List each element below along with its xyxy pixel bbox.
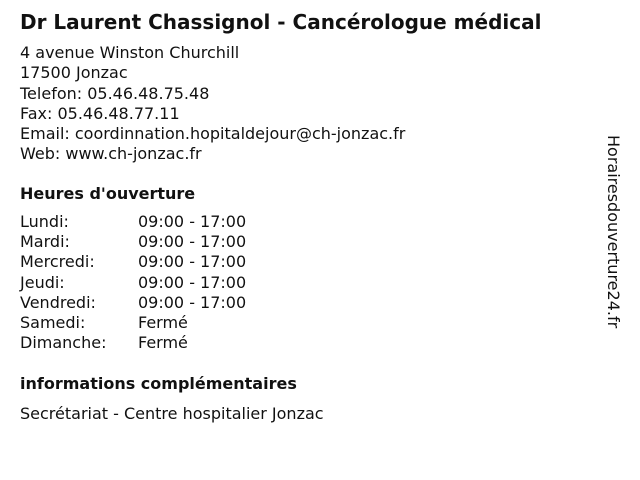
day-label: Mercredi: xyxy=(20,252,95,272)
day-label: Mardi: xyxy=(20,232,70,252)
fax-line: Fax: 05.46.48.77.11 xyxy=(20,103,180,123)
address-city: 17500 Jonzac xyxy=(20,63,128,83)
additional-info-text: Secrétariat - Centre hospitalier Jonzac xyxy=(20,404,324,423)
hours-value: 09:00 - 17:00 xyxy=(138,232,247,252)
hours-value: 09:00 - 17:00 xyxy=(138,292,247,312)
day-label: Lundi: xyxy=(20,212,69,231)
day-label: Vendredi: xyxy=(20,292,96,312)
additional-info-title: informations complémentaires xyxy=(20,374,297,393)
email-line: Email: coordinnation.hopitaldejour@ch-jonzac.fr xyxy=(20,124,406,144)
contact-block xyxy=(20,43,405,165)
hours-value: Fermé xyxy=(138,333,188,353)
hours-value: 09:00 - 17:00 xyxy=(138,272,247,292)
hours-value: 09:00 - 17:00 xyxy=(138,252,247,272)
hours-value: Fermé xyxy=(138,312,188,332)
site-watermark-text: Horairesdouverture24.fr xyxy=(604,135,623,329)
opening-hours-title: Heures d'ouverture xyxy=(20,184,196,203)
day-label: Samedi: xyxy=(20,312,86,332)
web-line: Web: www.ch-jonzac.fr xyxy=(20,144,202,164)
address-street: 4 avenue Winston Churchill xyxy=(20,43,240,62)
day-label: Jeudi: xyxy=(20,272,65,292)
page-title: Dr Laurent Chassignol - Cancérologue médical xyxy=(20,10,542,34)
hours-value: 09:00 - 17:00 xyxy=(138,212,247,231)
phone-line: Telefon: 05.46.48.75.48 xyxy=(20,83,210,103)
day-label: Dimanche: xyxy=(20,333,107,353)
